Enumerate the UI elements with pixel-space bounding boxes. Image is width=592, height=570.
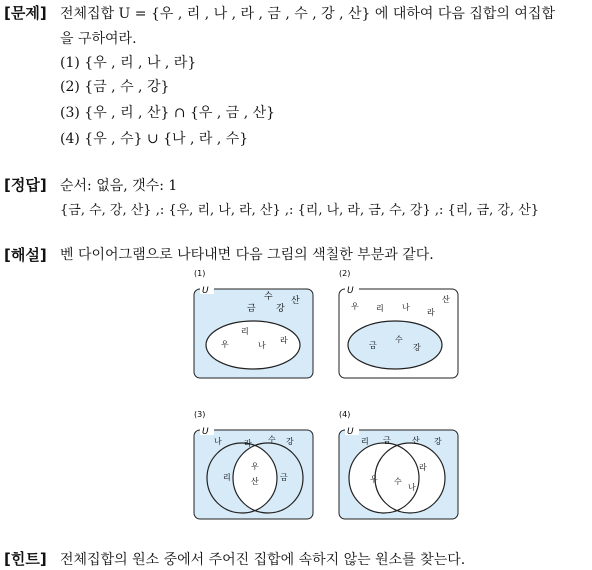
answer-line1: 순서: 없음, 갯수: 1 [60, 178, 178, 194]
element-label: 라 [427, 308, 435, 317]
problem-statement-line2: 을 구하여라. [60, 31, 137, 47]
element-label: 산 [251, 477, 259, 486]
answer-line2: {금, 수, 강, 산} ,: {우, 리, 나, 라, 산} ,: {리, 나, 라, 금, 수, 강} ,: {리, 금, 강, 산} [60, 203, 540, 218]
element-label: 우 [351, 302, 359, 311]
element-label: 금 [247, 304, 256, 314]
element-label: 라 [280, 336, 288, 345]
universal-set-label: U [202, 427, 209, 437]
diagram-2-number: (2) [339, 269, 351, 278]
element-label: 우 [221, 340, 229, 349]
element-label: 강 [434, 437, 442, 446]
element-label: 우 [251, 462, 259, 471]
element-label: 금 [369, 341, 377, 350]
explanation-text: 벤 다이어그램으로 나타내면 다음 그림의 색칠한 부분과 같다. [60, 247, 434, 263]
element-label: 리 [361, 437, 369, 446]
universal-set-label: U [202, 286, 209, 296]
universal-set-label: U [347, 427, 354, 437]
venn-diagram-1 [194, 269, 313, 378]
diagram-1-number: (1) [194, 269, 206, 278]
element-label: 산 [412, 436, 420, 445]
problem-statement-line1: 전체집합 U = {우 , 리 , 나 , 라 , 금 , 수 , 강 , 산} 에 대하여 다음 집합의 여집합 [60, 6, 555, 22]
venn-diagram-2 [339, 269, 458, 378]
hint-text: 전체집합의 원소 중에서 주어진 집합에 속하지 않는 원소를 찾는다. [60, 552, 466, 568]
universal-set-label: U [347, 286, 354, 296]
element-label: 리 [223, 473, 231, 482]
problem-item-2: (2) {금 , 수 , 강} [60, 79, 170, 95]
problem-item-4: (4) {우 , 수} ∪ {나 , 라 , 수} [60, 131, 249, 147]
problem-item-3: (3) {우 , 리 , 산} ∩ {우 , 금 , 산} [60, 105, 276, 121]
element-label: 산 [291, 296, 300, 306]
problem-item-1: (1) {우 , 리 , 나 , 라} [60, 55, 197, 71]
element-label: 강 [286, 437, 294, 446]
element-label: 수 [395, 335, 403, 344]
element-label: 강 [276, 304, 285, 314]
element-label: 수 [264, 292, 273, 302]
element-label: 라 [244, 439, 252, 448]
element-label: 금 [383, 436, 391, 445]
problem-label: [문제] [4, 4, 47, 22]
element-label: 수 [268, 435, 276, 444]
diagram-3-number: (3) [194, 410, 206, 419]
element-label: 라 [419, 463, 427, 472]
element-label: 나 [408, 483, 416, 492]
answer-label: [정답] [4, 176, 47, 194]
venn-diagram-3 [194, 410, 313, 519]
element-label: 리 [241, 327, 249, 336]
element-label: 우 [370, 475, 378, 484]
element-label: 나 [214, 437, 222, 446]
element-label: 금 [280, 473, 288, 482]
element-label: 나 [402, 303, 410, 312]
venn-diagram-4 [339, 410, 458, 519]
element-label: 수 [394, 477, 402, 486]
diagram-4-number: (4) [339, 410, 351, 419]
element-label: 나 [258, 341, 266, 350]
set-ellipse [348, 321, 442, 369]
element-label: 산 [442, 295, 450, 304]
explanation-label: [해설] [4, 246, 47, 264]
hint-label: [힌트] [4, 550, 47, 568]
element-label: 강 [413, 343, 421, 352]
element-label: 리 [376, 304, 384, 313]
